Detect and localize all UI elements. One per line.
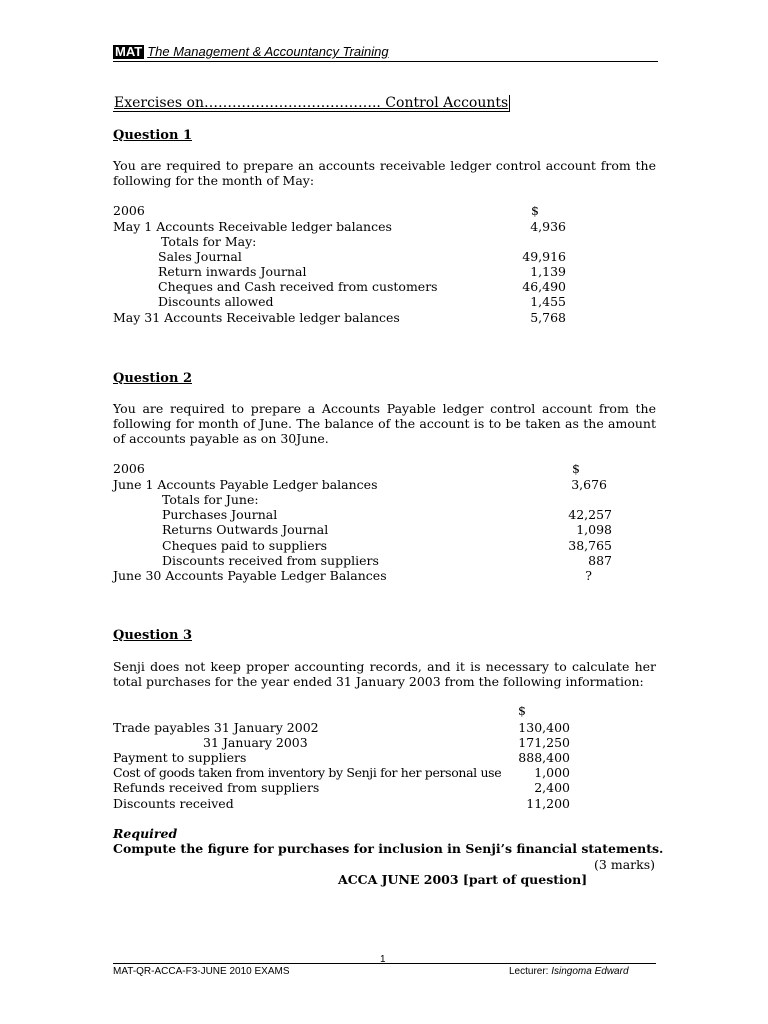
row-value: 1,098 bbox=[576, 522, 612, 537]
page-header bbox=[113, 44, 658, 62]
row-label: Cost of goods taken from inventory by Senji for her personal use bbox=[113, 765, 502, 780]
q3-source: ACCA JUNE 2003 [part of question] bbox=[338, 872, 588, 887]
q3-currency: $ bbox=[518, 703, 526, 718]
q1-text: You are required to prepare an accounts receivable ledger control account from the following for the month of May: bbox=[113, 158, 656, 188]
q2-currency: $ bbox=[572, 461, 580, 476]
q1-year: 2006 bbox=[113, 203, 145, 218]
row-label: Discounts allowed bbox=[158, 294, 274, 309]
row-value: 1,139 bbox=[530, 264, 566, 279]
q3-required-label: Required bbox=[113, 826, 178, 841]
q1-currency: $ bbox=[531, 203, 539, 218]
q3-required-text: Compute the figure for purchases for inclusion in Senji’s financial statements. bbox=[113, 841, 664, 856]
footer-lecturer-name: Isingoma Edward bbox=[551, 966, 629, 977]
page-number: 1 bbox=[380, 954, 386, 965]
row-label: Cheques and Cash received from customers bbox=[158, 279, 438, 294]
row-label: Totals for May: bbox=[161, 234, 257, 249]
footer-lecturer-label: Lecturer: bbox=[509, 966, 552, 977]
row-label: Returns Outwards Journal bbox=[162, 522, 329, 537]
q2-year: 2006 bbox=[113, 461, 145, 476]
row-label: Payment to suppliers bbox=[113, 750, 247, 765]
header-title: The Management & Accountancy Training bbox=[147, 44, 389, 59]
row-label: Totals for June: bbox=[162, 492, 259, 507]
row-label: Sales Journal bbox=[158, 249, 242, 264]
q3-text: Senji does not keep proper accounting records, and it is necessary to calculate her total purchases for the year ended 31 January 2003 from the following information: bbox=[113, 659, 656, 689]
q3-marks: (3 marks) bbox=[594, 857, 655, 872]
q2-heading: Question 2 bbox=[113, 371, 193, 386]
row-value: 5,768 bbox=[530, 310, 566, 325]
row-value: 11,200 bbox=[526, 796, 570, 811]
row-value: 42,257 bbox=[568, 507, 612, 522]
row-label: June 30 Accounts Payable Ledger Balances bbox=[113, 568, 387, 583]
footer-doc-code: MAT-QR-ACCA-F3-JUNE 2010 EXAMS bbox=[113, 966, 290, 977]
row-label: Return inwards Journal bbox=[158, 264, 307, 279]
row-value: 4,936 bbox=[530, 219, 566, 234]
row-value: 171,250 bbox=[518, 735, 570, 750]
row-value: 887 bbox=[588, 553, 612, 568]
footer-lecturer bbox=[509, 966, 629, 977]
q1-heading: Question 1 bbox=[113, 128, 193, 143]
q2-text: You are required to prepare a Accounts Payable ledger control account from the following for month of June. The balance of the account is to be taken as the amount of accounts payable as on 30June. bbox=[113, 401, 656, 446]
row-value: 888,400 bbox=[518, 750, 570, 765]
page-title: Exercises on……………………………….. Control Accounts bbox=[114, 95, 509, 111]
row-value: 130,400 bbox=[518, 720, 570, 735]
q3-heading: Question 3 bbox=[113, 628, 193, 643]
row-value: 3,676 bbox=[571, 477, 607, 492]
row-value: 46,490 bbox=[522, 279, 566, 294]
row-label: 31 January 2003 bbox=[203, 735, 308, 750]
row-value: 1,455 bbox=[530, 294, 566, 309]
row-label: Trade payables 31 January 2002 bbox=[113, 720, 319, 735]
row-label: May 31 Accounts Receivable ledger balances bbox=[113, 310, 400, 325]
row-label: May 1 Accounts Receivable ledger balances bbox=[113, 219, 392, 234]
row-label: Purchases Journal bbox=[162, 507, 278, 522]
row-label: Refunds received from suppliers bbox=[113, 780, 320, 795]
row-label: June 1 Accounts Payable Ledger balances bbox=[113, 477, 378, 492]
row-label: Discounts received bbox=[113, 796, 234, 811]
row-value: 1,000 bbox=[534, 765, 570, 780]
page-footer bbox=[113, 963, 656, 977]
row-value: ? bbox=[585, 568, 592, 583]
row-value: 38,765 bbox=[568, 538, 612, 553]
row-value: 2,400 bbox=[534, 780, 570, 795]
row-value: 49,916 bbox=[522, 249, 566, 264]
row-label: Cheques paid to suppliers bbox=[162, 538, 328, 553]
row-label: Discounts received from suppliers bbox=[162, 553, 379, 568]
mat-logo: MAT bbox=[115, 44, 143, 59]
